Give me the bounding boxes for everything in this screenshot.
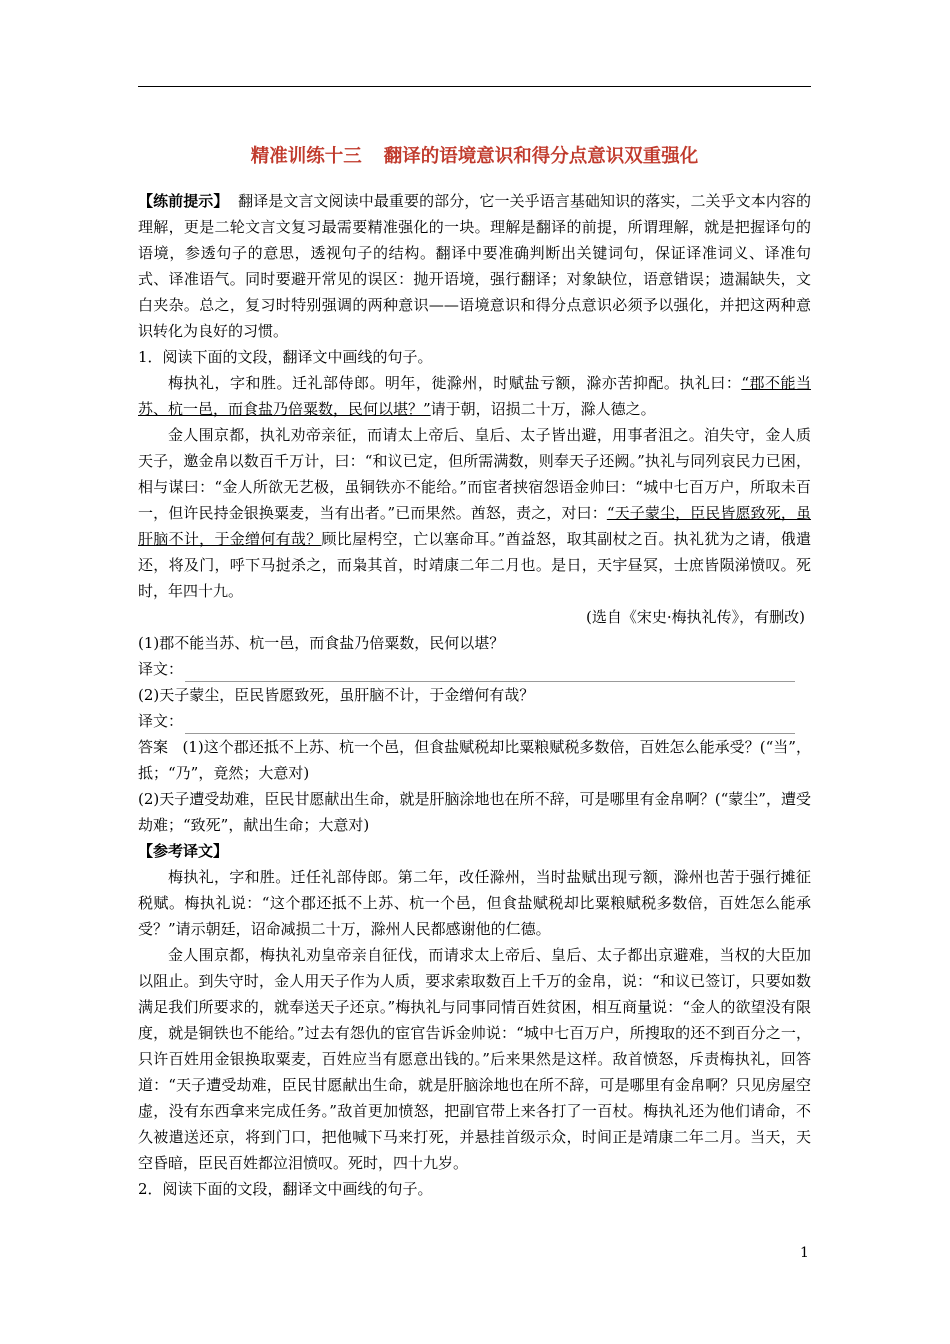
answer-blank[interactable] bbox=[185, 716, 795, 734]
q1-p2-text-a: 金人围京都，执礼劝帝亲征，而请太上帝后、皇后、太子皆出避，用事者沮之。洎失守，金人质天子，邀金帛以数百千万计，曰：“和议已定，但所需满数，则奉天子还阙。”执礼与同列哀民力已困，相与谋曰：“金人所欲无艺极，虽铜铁亦不能给。”而宦者挟宿怨语金帅曰：“城中七百万户，所取未百一，但许民持金银换粟麦，当有出者。”已而果然。酋怒，责之，对曰： bbox=[138, 426, 811, 522]
header-rule bbox=[138, 86, 811, 87]
q1-passage-p1 bbox=[138, 370, 811, 422]
q1-p1-underlined: “郡不能当苏、杭一邑，而食盐乃倍粟数，民何以堪？” bbox=[138, 374, 811, 418]
q1-p2-text-b: 顾比屋枵空，亡以塞命耳。”酋益怒，取其副杖之百。执礼犹为之请，俄遣还，将及门，呼下马挝杀之，而枭其首，时靖康二年二月也。是日，天宇昼冥，士庶皆陨涕愤叹。死时，年四十九。 bbox=[138, 530, 811, 600]
q1-p1-text-a: 梅执礼，字和胜。迁礼部侍郎。明年，徙滁州，时赋盐亏额，滁亦苦抑配。执礼曰： bbox=[168, 374, 742, 392]
q1-sub1: (1)郡不能当苏、杭一邑，而食盐乃倍粟数，民何以堪？ bbox=[138, 634, 505, 652]
q1-source: (选自《宋史·梅执礼传》，有删改) bbox=[586, 608, 805, 626]
q1-sub1-answer-line[interactable] bbox=[138, 656, 811, 682]
title-part1: 精准训练十三 bbox=[250, 146, 362, 167]
q1-heading: 1．阅读下面的文段，翻译文中画线的句子。 bbox=[138, 348, 433, 366]
answer-1-text: (1)这个郡还抵不上苏、杭一个邑，但食盐赋税却比粟粮赋税多数倍，百姓怎么能承受？(“当”，抵；“乃”，竟然；大意对) bbox=[138, 738, 811, 782]
page-content bbox=[138, 140, 811, 1202]
answer-label: 答案 bbox=[138, 738, 169, 756]
q1-sub2-answer-line[interactable] bbox=[138, 708, 811, 734]
reference-p2: 金人围京都，梅执礼劝皇帝亲自征伐，而请求太上帝后、皇后、太子都出京避难，当权的大臣加以阻止。到失守时，金人用天子作为人质，要求索取数百上千万的金帛，说：“和议已签订，只要如数满足我们所要求的，就奉送天子还京。”梅执礼与同事同情百姓贫困，相互商量说：“金人的欲望没有限度，就是铜铁也不能给。”过去有怨仇的宦官告诉金帅说：“城中七百万户，所搜取的还不到百分之一，只许百姓用金银换取粟麦，百姓应当有愿意出钱的。”后来果然是这样。敌首愤怒，斥责梅执礼，回答道：“天子遭受劫难，臣民甘愿献出生命，就是肝脑涂地也在所不辞，可是哪里有金帛啊？只见房屋空虚，没有东西拿来完成任务。”敌首更加愤怒，把副官带上来各打了一百杖。梅执礼还为他们请命，不久被遣送还京，将到门口，把他喊下马来打死，并悬挂首级示众，时间正是靖康二年二月。当天，天空昏暗，臣民百姓都泣泪愤叹。死时，四十九岁。 bbox=[138, 946, 811, 1172]
answer-blank[interactable] bbox=[185, 664, 795, 682]
reference-p1: 梅执礼，字和胜。迁任礼部侍郎。第二年，改任滁州，当时盐赋出现亏额，滁州也苦于强行摊征税赋。梅执礼说：“这个郡还抵不上苏、杭一个邑，但食盐赋税却比粟粮赋税多数倍，百姓怎么能承受？”请示朝廷，诏命减损二十万，滁州人民都感谢他的仁德。 bbox=[138, 868, 811, 938]
tips-text: 翻译是文言文阅读中最重要的部分，它一关乎语言基础知识的落实，二关乎文本内容的理解，更是二轮文言文复习最需要精准强化的一块。理解是翻译的前提，所谓理解，就是把握译句的语境，参透句子的意思，透视句子的结构。翻译中要准确判断出关键词句，保证译准词义、译准句式、译准语气。同时要避开常见的误区：抛开语境，强行翻译；对象缺位，语意错误；遗漏缺失，文白夹杂。总之，复习时特别强调的两种意识——语境意识和得分点意识必须予以强化，并把这两种意识转化为良好的习惯。 bbox=[138, 192, 811, 340]
answer-1 bbox=[138, 734, 811, 786]
q1-p1-text-b: 请于朝，诏损二十万，滁人德之。 bbox=[430, 400, 656, 418]
q2-heading: 2．阅读下面的文段，翻译文中画线的句子。 bbox=[138, 1180, 433, 1198]
translate-label: 译文： bbox=[138, 660, 184, 678]
page-title bbox=[138, 140, 811, 174]
tips-label: 【练前提示】 bbox=[138, 192, 229, 210]
answer-2: (2)天子遭受劫难，臣民甘愿献出生命，就是肝脑涂地也在所不辞，可是哪里有金帛啊？(“蒙尘”，遭受劫难；“致死”，献出生命；大意对) bbox=[138, 790, 811, 834]
tips-paragraph bbox=[138, 188, 811, 344]
q1-sub2: (2)天子蒙尘，臣民皆愿致死，虽肝脑不计，于金缯何有哉？ bbox=[138, 686, 535, 704]
translate-label: 译文： bbox=[138, 712, 184, 730]
title-part2: 翻译的语境意识和得分点意识双重强化 bbox=[383, 146, 699, 167]
page-number: 1 bbox=[800, 1245, 809, 1261]
reference-label: 【参考译文】 bbox=[138, 842, 229, 860]
q1-p2-underlined: “天子蒙尘，臣民皆愿致死，虽肝脑不计，于金缯何有哉？ bbox=[138, 504, 812, 548]
q1-passage-p2 bbox=[138, 422, 811, 604]
